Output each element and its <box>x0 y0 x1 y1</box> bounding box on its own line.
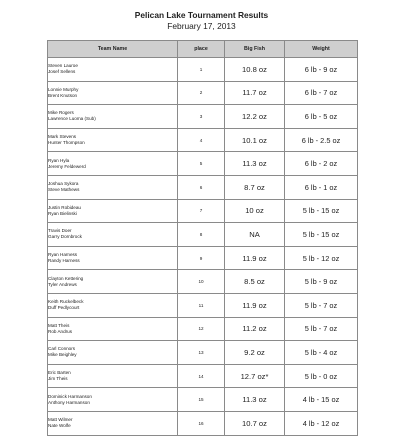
weight-cell: 6 lb - 7 oz <box>285 81 358 105</box>
weight-cell: 4 lb - 12 oz <box>285 411 358 435</box>
big-fish-cell: 12.7 oz* <box>225 364 285 388</box>
team-member-name: Travis Doer <box>48 228 72 234</box>
table-row <box>48 175 358 199</box>
weight-cell: 5 lb - 15 oz <box>285 199 358 223</box>
big-fish-cell: 10.7 oz <box>225 411 285 435</box>
document-date: February 17, 2013 <box>167 21 236 31</box>
column-header-weight: Weight <box>285 41 358 58</box>
team-name-cell <box>48 364 178 388</box>
big-fish-cell: 11.9 oz <box>225 246 285 270</box>
table-row <box>48 105 358 129</box>
team-member-name: Josef Sellens <box>48 69 76 75</box>
team-member-name: Jim Theis <box>48 376 68 382</box>
team-member-name: Mike Rogers <box>48 110 74 116</box>
weight-cell: 6 lb - 2.5 oz <box>285 128 358 152</box>
team-name-cell <box>48 81 178 105</box>
place-cell: 8 <box>178 223 225 247</box>
big-fish-cell: 10 oz <box>225 199 285 223</box>
weight-cell: 6 lb - 1 oz <box>285 175 358 199</box>
place-cell: 4 <box>178 128 225 152</box>
weight-cell: 5 lb - 15 oz <box>285 223 358 247</box>
table-row <box>48 364 358 388</box>
big-fish-cell: 10.1 oz <box>225 128 285 152</box>
team-member-name: Rob Andrus <box>48 328 73 334</box>
team-name-cell <box>48 317 178 341</box>
big-fish-cell: 8.7 oz <box>225 175 285 199</box>
team-member-name: Anthony Harmanson <box>48 399 90 405</box>
team-member-name: Matt Wilmer <box>48 417 73 423</box>
weight-cell: 5 lb - 7 oz <box>285 293 358 317</box>
column-header-team-name: Team Name <box>48 41 178 58</box>
team-member-name: Steve Mathews <box>48 187 80 193</box>
place-cell: 14 <box>178 364 225 388</box>
place-cell: 15 <box>178 388 225 412</box>
place-cell: 2 <box>178 81 225 105</box>
table-row <box>48 58 358 82</box>
column-header-place: place <box>178 41 225 58</box>
table-row <box>48 223 358 247</box>
weight-cell: 5 lb - 4 oz <box>285 341 358 365</box>
weight-cell: 6 lb - 5 oz <box>285 105 358 129</box>
weight-cell: 5 lb - 0 oz <box>285 364 358 388</box>
team-name-cell <box>48 152 178 176</box>
results-table <box>47 40 358 436</box>
column-header-big-fish: Big Fish <box>225 41 285 58</box>
team-member-name: Duff Pedlycourt <box>48 305 80 311</box>
team-member-name: Dominick Harmanson <box>48 393 92 399</box>
big-fish-cell: 12.2 oz <box>225 105 285 129</box>
team-member-name: Ryan Hyla <box>48 157 70 163</box>
big-fish-cell: 9.2 oz <box>225 341 285 365</box>
table-row <box>48 199 358 223</box>
weight-cell: 5 lb - 9 oz <box>285 270 358 294</box>
team-member-name: Ryan Harness <box>48 252 78 258</box>
team-member-name: Mike Beighley <box>48 352 77 358</box>
team-name-cell <box>48 58 178 82</box>
table-row <box>48 81 358 105</box>
team-name-cell <box>48 128 178 152</box>
table-row <box>48 152 358 176</box>
team-member-name: Justin Robideau <box>48 204 81 210</box>
place-cell: 6 <box>178 175 225 199</box>
place-cell: 16 <box>178 411 225 435</box>
weight-cell: 6 lb - 9 oz <box>285 58 358 82</box>
team-name-cell <box>48 105 178 129</box>
team-member-name: Ryan Bielinski <box>48 210 77 216</box>
place-cell: 7 <box>178 199 225 223</box>
team-member-name: Keith Ruckelbeck <box>48 299 84 305</box>
team-member-name: Lawrence Luoma (Sub) <box>48 116 96 122</box>
table-row <box>48 246 358 270</box>
big-fish-cell: 11.9 oz <box>225 293 285 317</box>
table-row <box>48 293 358 317</box>
place-cell: 3 <box>178 105 225 129</box>
table-row <box>48 317 358 341</box>
team-name-cell <box>48 199 178 223</box>
weight-cell: 4 lb - 15 oz <box>285 388 358 412</box>
big-fish-cell: 11.3 oz <box>225 388 285 412</box>
place-cell: 5 <box>178 152 225 176</box>
team-member-name: Carl Connors <box>48 346 76 352</box>
table-row <box>48 128 358 152</box>
team-member-name: Joshua Sykora <box>48 181 79 187</box>
place-cell: 10 <box>178 270 225 294</box>
table-row <box>48 388 358 412</box>
team-member-name: Mark Stevens <box>48 134 77 140</box>
big-fish-cell: 11.3 oz <box>225 152 285 176</box>
weight-cell: 5 lb - 12 oz <box>285 246 358 270</box>
team-member-name: Garry Dornbrock <box>48 234 82 240</box>
team-name-cell <box>48 341 178 365</box>
team-member-name: Steven Lauroe <box>48 63 78 69</box>
team-member-name: Tyler Andrews <box>48 281 77 287</box>
big-fish-cell: 8.5 oz <box>225 270 285 294</box>
team-member-name: Randy Harness <box>48 258 80 264</box>
team-name-cell <box>48 293 178 317</box>
table-row <box>48 270 358 294</box>
team-member-name: Clayton Kettering <box>48 275 84 281</box>
big-fish-cell: 10.8 oz <box>225 58 285 82</box>
team-member-name: Lonnie Murphy <box>48 86 79 92</box>
table-row <box>48 411 358 435</box>
team-name-cell <box>48 270 178 294</box>
place-cell: 12 <box>178 317 225 341</box>
weight-cell: 5 lb - 7 oz <box>285 317 358 341</box>
big-fish-cell: 11.2 oz <box>225 317 285 341</box>
team-member-name: Brent Knutson <box>48 92 78 98</box>
big-fish-cell: NA <box>225 223 285 247</box>
team-member-name: Eric Barten <box>48 370 71 376</box>
table-row <box>48 341 358 365</box>
team-member-name: Matt Theis <box>48 322 70 328</box>
big-fish-cell: 11.7 oz <box>225 81 285 105</box>
weight-cell: 6 lb - 2 oz <box>285 152 358 176</box>
team-name-cell <box>48 388 178 412</box>
team-name-cell <box>48 246 178 270</box>
place-cell: 11 <box>178 293 225 317</box>
team-name-cell <box>48 175 178 199</box>
place-cell: 1 <box>178 58 225 82</box>
title-block <box>0 10 403 32</box>
team-member-name: Jeremy Feldewerd <box>48 163 86 169</box>
table-header-row <box>48 41 358 58</box>
place-cell: 13 <box>178 341 225 365</box>
document-title: Pelican Lake Tournament Results <box>134 10 269 20</box>
team-member-name: Hunter Thompson <box>48 140 85 146</box>
team-member-name: Nate Wolfe <box>48 423 71 429</box>
team-name-cell <box>48 223 178 247</box>
team-name-cell <box>48 411 178 435</box>
place-cell: 9 <box>178 246 225 270</box>
